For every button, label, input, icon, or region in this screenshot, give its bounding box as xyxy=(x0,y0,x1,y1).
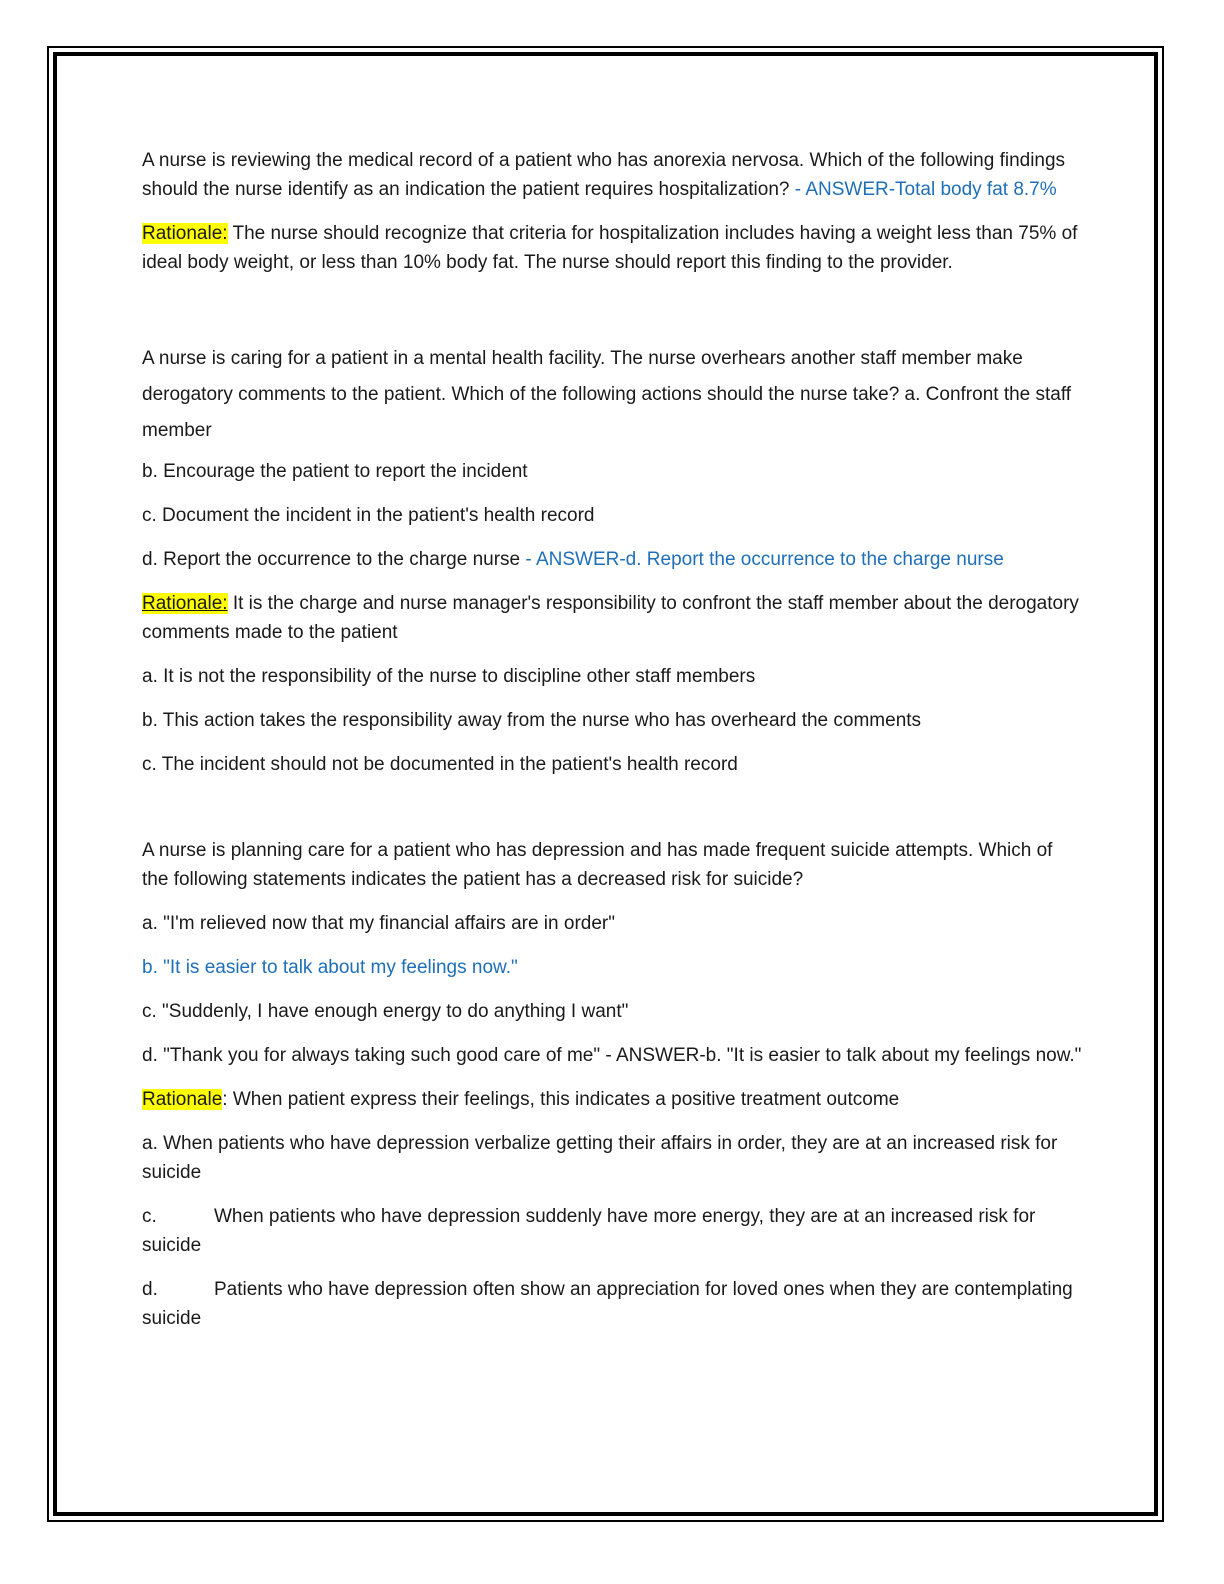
q3-option-d: d. "Thank you for always taking such good care of me" - ANSWER-b. "It is easier to talk about my feelings now." xyxy=(142,1045,1082,1066)
q1-question xyxy=(142,146,1082,204)
q3-explanation-a: a. When patients who have depression verbalize getting their affairs in order, they are at an increased risk for suicide xyxy=(142,1133,1058,1183)
q1-answer: - ANSWER-Total body fat 8.7% xyxy=(789,179,1057,200)
q3-option-b: b. "It is easier to talk about my feelings now." xyxy=(142,957,518,978)
q1-rationale-text: The nurse should recognize that criteria for hospitalization includes having a weight less than 75% of ideal body weight, or less than 10% body fat. The nurse should report this finding to the provider. xyxy=(142,223,1078,273)
q3-rationale xyxy=(142,1085,1082,1114)
q2-rationale xyxy=(142,589,1082,647)
document-content xyxy=(142,146,1082,1348)
q3-explanation-d-text: Patients who have depression often show an appreciation for loved ones when they are contemplating suicide xyxy=(142,1279,1073,1329)
q2-explanation-a: a. It is not the responsibility of the nurse to discipline other staff members xyxy=(142,666,756,687)
q2-option-d-text: d. Report the occurrence to the charge nurse xyxy=(142,549,521,570)
q2-option-d xyxy=(142,545,1082,574)
q3-question: A nurse is planning care for a patient who has depression and has made frequent suicide attempts. Which of the following statements indicates the patient has a decreased risk for suicide? xyxy=(142,840,1053,890)
q3-explanation-c xyxy=(142,1202,1082,1260)
q3-explanation-c-text: When patients who have depression suddenly have more energy, they are at an increased risk for suicide xyxy=(142,1206,1036,1256)
q1-rationale xyxy=(142,219,1082,277)
q1-question-text: A nurse is reviewing the medical record of a patient who has anorexia nervosa. Which of the following findings should the nurse identify as an indication the patient requires hospitalization? xyxy=(142,150,1066,200)
q3-explanation-c-label: c. xyxy=(142,1206,157,1227)
q2-question: A nurse is caring for a patient in a mental health facility. The nurse overhears another staff member make derogatory comments to the patient. Which of the following actions should the nurse take? a. Confront the staff member xyxy=(142,348,1072,441)
q3-option-c: c. "Suddenly, I have enough energy to do anything I want" xyxy=(142,1001,629,1022)
q2-option-c: c. Document the incident in the patient's health record xyxy=(142,505,595,526)
q3-rationale-label: Rationale xyxy=(142,1089,223,1110)
q2-explanation-b: b. This action takes the responsibility away from the nurse who has overheard the comments xyxy=(142,710,922,731)
q3-rationale-text: : When patient express their feelings, this indicates a positive treatment outcome xyxy=(222,1089,900,1110)
q3-explanation-d-label: d. xyxy=(142,1279,158,1300)
q2-option-b: b. Encourage the patient to report the incident xyxy=(142,461,528,482)
q2-rationale-label: Rationale: xyxy=(142,593,228,614)
q1-rationale-label: Rationale: xyxy=(142,223,228,244)
q2-rationale-text: It is the charge and nurse manager's responsibility to confront the staff member about the derogatory comments made to the patient xyxy=(142,593,1079,643)
q2-explanation-c: c. The incident should not be documented in the patient's health record xyxy=(142,754,738,775)
section-gap xyxy=(142,794,1082,836)
section-gap xyxy=(142,292,1082,341)
q2-answer: - ANSWER-d. Report the occurrence to the charge nurse xyxy=(520,549,1004,570)
q3-option-a: a. "I'm relieved now that my financial affairs are in order" xyxy=(142,913,615,934)
q3-explanation-d xyxy=(142,1275,1082,1333)
